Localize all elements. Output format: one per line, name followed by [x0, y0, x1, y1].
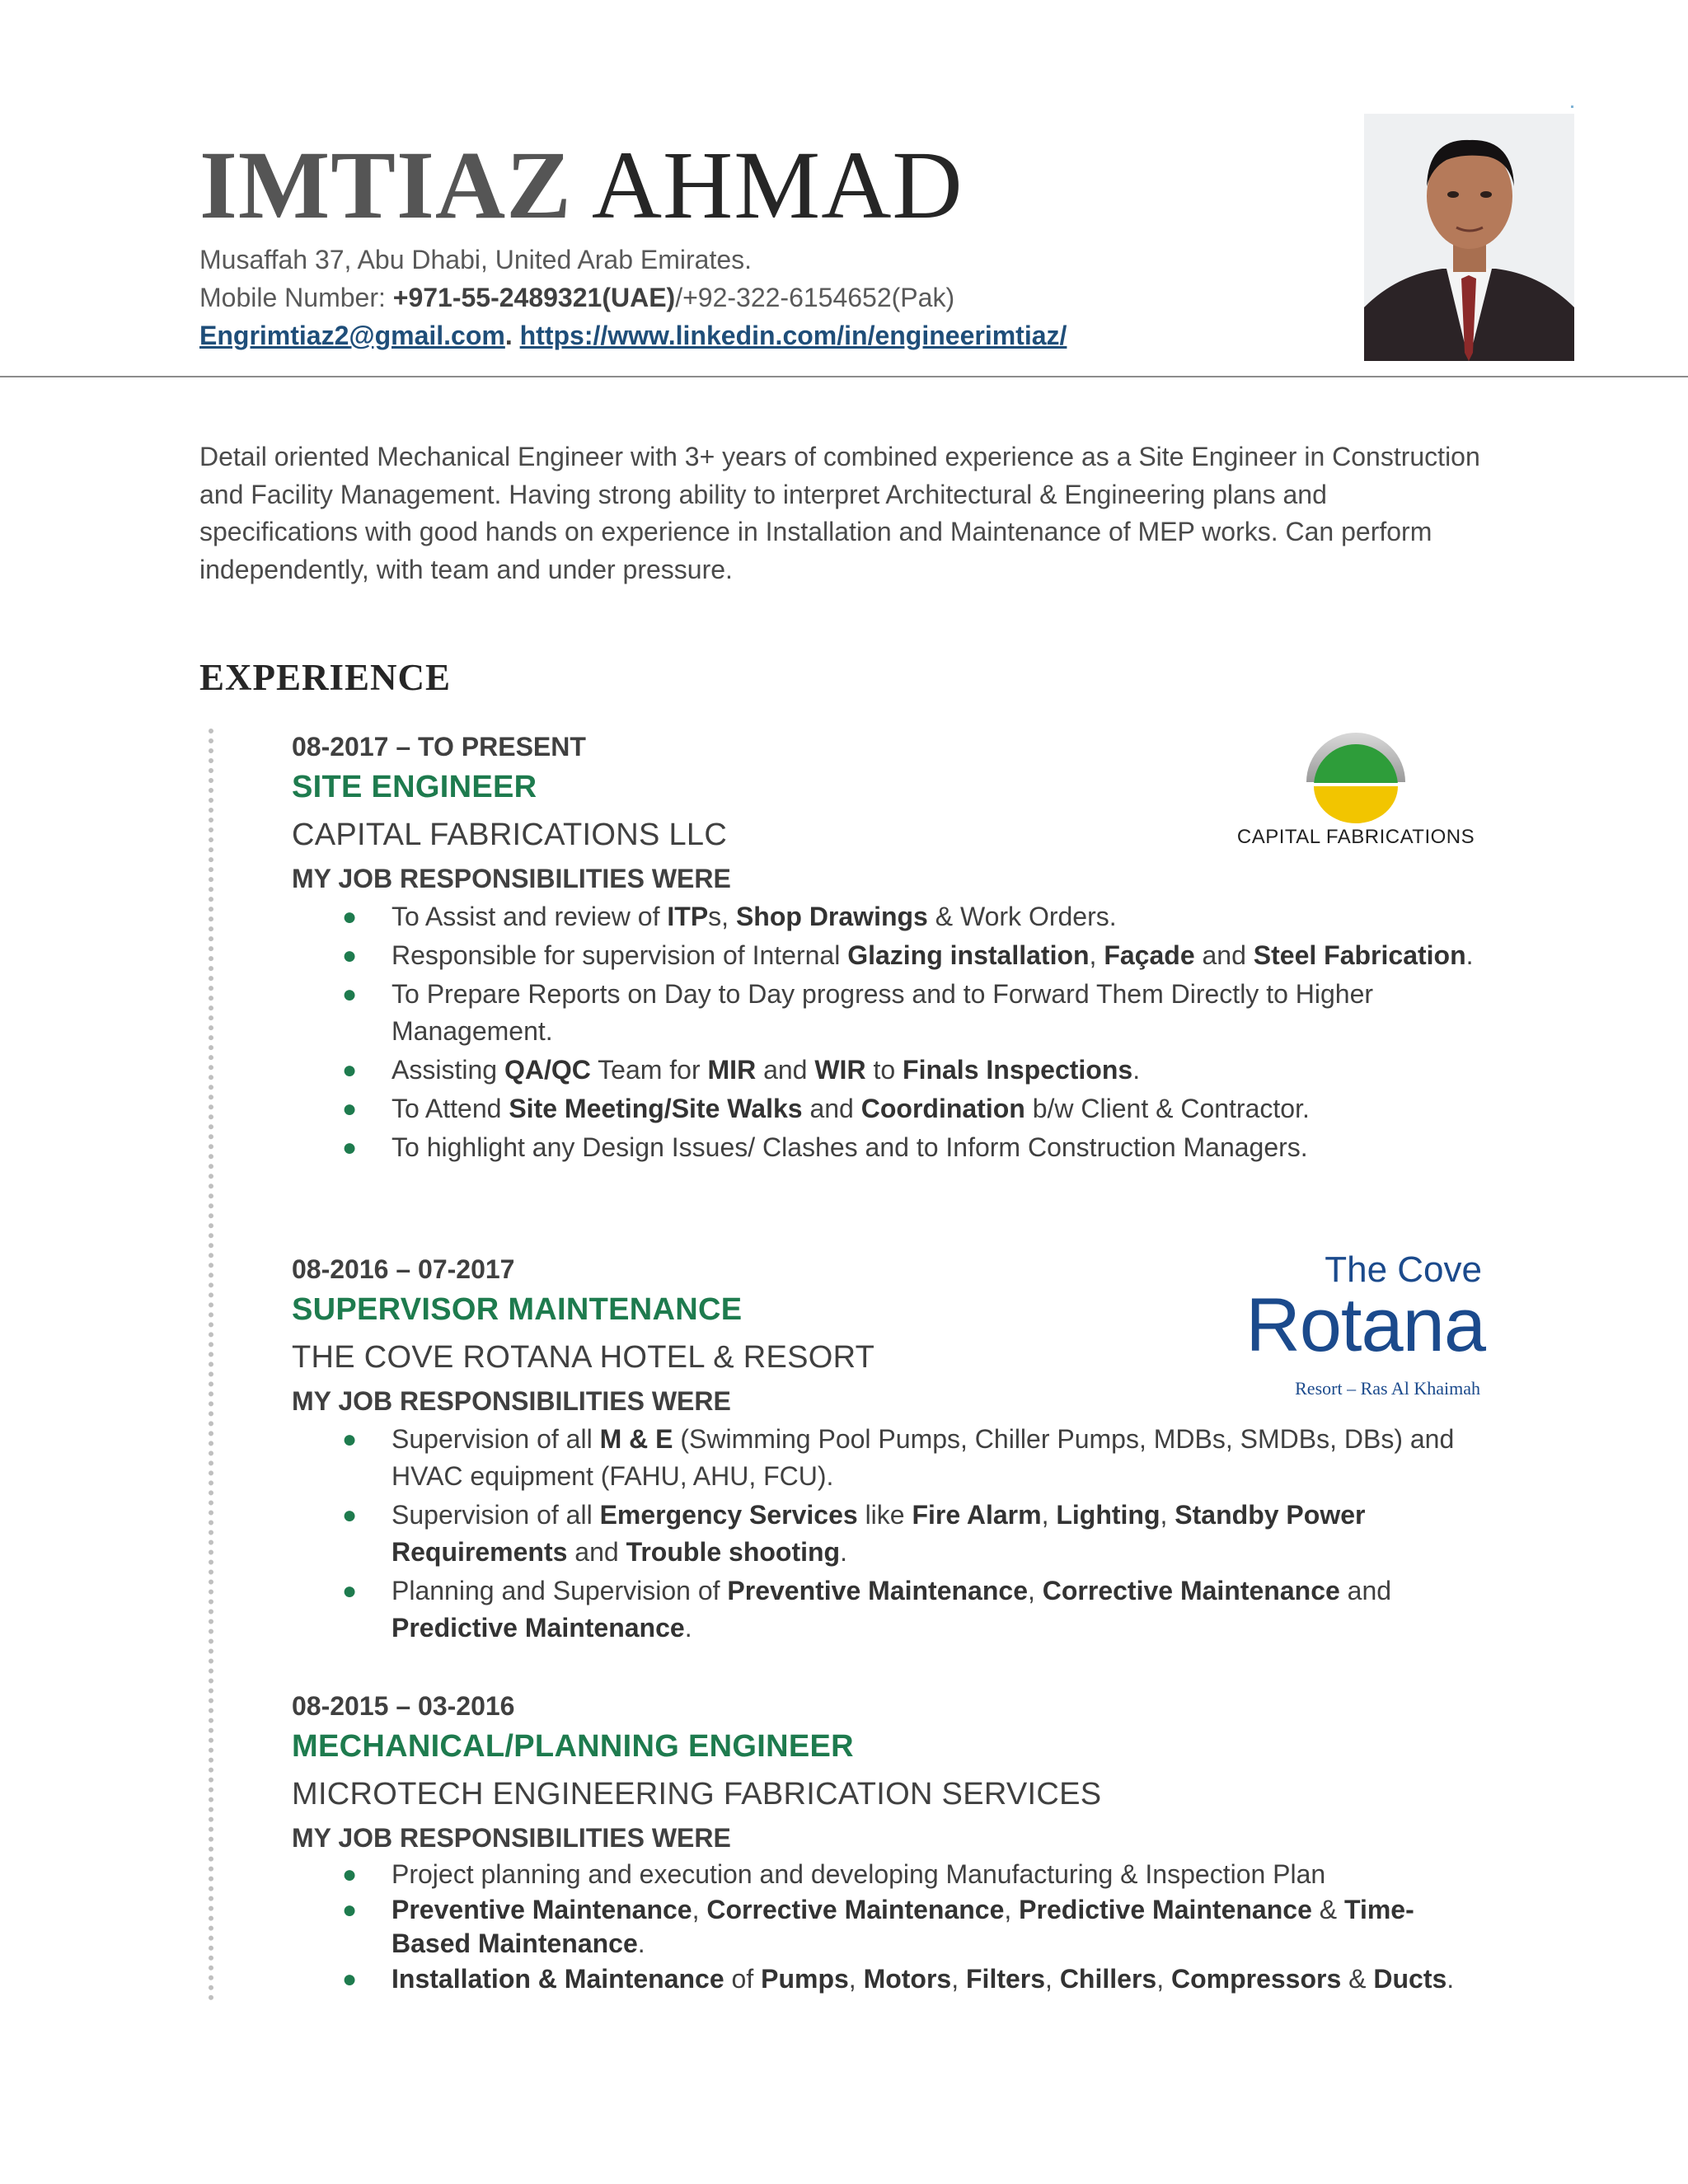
emphasis-text: Steel Fabrication — [1253, 940, 1466, 970]
emphasis-text: Fire Alarm — [912, 1500, 1042, 1530]
emphasis-text: QA/QC — [504, 1055, 591, 1085]
text: . — [637, 1929, 645, 1958]
responsibilities-label: MY JOB RESPONSIBILITIES WERE — [292, 864, 731, 893]
capital-fabrications-logo-text: CAPITAL FABRICATIONS — [1236, 826, 1475, 848]
responsibility-item — [342, 1497, 1487, 1571]
responsibility-list — [292, 898, 1487, 1166]
header-divider — [0, 376, 1688, 377]
responsibilities-label: MY JOB RESPONSIBILITIES WERE — [292, 1823, 731, 1853]
text: To Attend — [392, 1094, 509, 1123]
responsibility-list — [292, 1858, 1487, 1996]
responsibility-item — [342, 976, 1487, 1050]
emphasis-text: MIR — [707, 1055, 757, 1085]
text: to — [865, 1055, 903, 1085]
job-entry-3 — [292, 1688, 1487, 1998]
emphasis-text: Finals Inspections — [903, 1055, 1133, 1085]
text: Assisting — [392, 1055, 504, 1085]
experience-timeline — [209, 729, 213, 2001]
links-line — [199, 316, 1067, 354]
responsibility-item — [342, 1052, 1487, 1089]
address: Musaffah 37, Abu Dhabi, United Arab Emirates. — [199, 245, 753, 274]
text: like — [857, 1500, 912, 1530]
profile-photo — [1364, 114, 1574, 361]
emphasis-text: Preventive Maintenance — [727, 1576, 1028, 1605]
text: Project planning and execution and developing Manufacturing & Inspection Plan — [392, 1859, 1326, 1889]
emphasis-text: Preventive Maintenance — [392, 1895, 692, 1924]
text: . — [840, 1537, 847, 1567]
responsibility-item — [342, 1129, 1487, 1166]
responsibility-list — [292, 1421, 1487, 1647]
job-company: THE COVE ROTANA HOTEL & RESORT — [292, 1340, 875, 1375]
bullet-icon: ● — [342, 1134, 358, 1161]
text: and — [1339, 1576, 1392, 1605]
corner-dot — [1571, 105, 1573, 108]
emphasis-text: Standby Power Requirements — [392, 1500, 1366, 1567]
emphasis-text: M & E — [599, 1424, 673, 1454]
last-name: AHMAD — [591, 131, 964, 239]
text: To highlight any Design Issues/ Clashes and to Inform Construction Managers. — [392, 1132, 1308, 1162]
email-link[interactable]: Engrimtiaz2@gmail.com — [199, 321, 505, 350]
text: Responsible for supervision of Internal — [392, 940, 848, 970]
emphasis-text: Coordination — [860, 1094, 1025, 1123]
text: Planning and Supervision of — [392, 1576, 728, 1605]
mobile-line — [199, 279, 1067, 316]
job-date: 08-2017 – TO PRESENT — [292, 732, 586, 762]
text: , — [1156, 1964, 1171, 1994]
emphasis-text: Shop Drawings — [735, 902, 928, 931]
responsibility-item — [342, 937, 1487, 974]
text: , — [692, 1895, 707, 1924]
bullet-icon: ● — [342, 1095, 358, 1122]
text: , — [1004, 1895, 1020, 1924]
text: of — [724, 1964, 762, 1994]
text: , — [951, 1964, 966, 1994]
professional-summary: Detail oriented Mechanical Engineer with 3+ years of combined experience as a Site Engineer in Construction and Facility Management. Having strong ability to interpret Architectural & Engineering plans and specifications with good hands on experience in Installation and Maintenance of MEP works. Can perform independently, with team and under pressure. — [199, 442, 1480, 584]
bullet-icon: ● — [342, 1577, 358, 1605]
emphasis-text: Time-Based Maintenance — [392, 1895, 1414, 1958]
cove-logo-the-cove: The Cove — [1325, 1249, 1482, 1290]
text: & — [1311, 1895, 1344, 1924]
cove-logo-rotana: Rotana — [1245, 1283, 1485, 1367]
emphasis-text: Façade — [1104, 940, 1195, 970]
job-entry-2 — [292, 1251, 1487, 1648]
link-separator: . — [504, 321, 520, 350]
emphasis-text: Motors — [863, 1964, 952, 1994]
text: , — [1089, 940, 1104, 970]
responsibility-item — [342, 898, 1487, 935]
job-title: SUPERVISOR MAINTENANCE — [292, 1292, 743, 1327]
bullet-icon: ● — [342, 1861, 358, 1888]
text: , — [1041, 1500, 1057, 1530]
job-date: 08-2015 – 03-2016 — [292, 1691, 515, 1721]
emphasis-text: WIR — [814, 1055, 866, 1085]
text: Supervision of all — [392, 1424, 600, 1454]
job-company: CAPITAL FABRICATIONS LLC — [292, 818, 728, 852]
bullet-icon: ● — [342, 942, 358, 969]
emphasis-text: Installation & Maintenance — [392, 1964, 724, 1994]
emphasis-text: Predictive Maintenance — [392, 1613, 685, 1643]
first-name: IMTIAZ — [199, 131, 572, 239]
text: Supervision of all — [392, 1500, 600, 1530]
mobile-label: Mobile Number: — [199, 283, 393, 312]
emphasis-text: Site Meeting/Site Walks — [509, 1094, 803, 1123]
text: . — [684, 1613, 692, 1643]
emphasis-text: ITP — [667, 902, 709, 931]
text: s, — [708, 902, 736, 931]
responsibility-item — [342, 1858, 1487, 1891]
bullet-icon: ● — [342, 1502, 358, 1529]
bullet-icon: ● — [342, 903, 358, 930]
text: and — [567, 1537, 626, 1567]
emphasis-text: Corrective Maintenance — [1042, 1576, 1340, 1605]
bullet-icon: ● — [342, 1896, 358, 1924]
emphasis-text: Compressors — [1170, 1964, 1342, 1994]
emphasis-text: Filters — [966, 1964, 1046, 1994]
emphasis-text: Trouble shooting — [626, 1537, 841, 1567]
job-entry-1 — [292, 729, 1487, 1168]
mobile-uae: +971-55-2489321(UAE) — [392, 283, 676, 312]
responsibility-item — [342, 1572, 1487, 1647]
emphasis-text: Chillers — [1059, 1964, 1157, 1994]
text: & Work Orders. — [927, 902, 1117, 931]
text: b/w Client & Contractor. — [1025, 1094, 1310, 1123]
text: . — [1447, 1964, 1455, 1994]
responsibility-item — [342, 1421, 1487, 1495]
candidate-name — [199, 132, 964, 239]
text: and — [802, 1094, 861, 1123]
emphasis-text: Ducts — [1373, 1964, 1447, 1994]
text: . — [1465, 940, 1474, 970]
text: & — [1341, 1964, 1374, 1994]
text: . — [1132, 1055, 1141, 1085]
bullet-icon: ● — [342, 981, 358, 1008]
linkedin-link[interactable]: https://www.linkedin.com/in/engineerimtiaz/ — [519, 321, 1067, 350]
emphasis-text: Corrective Maintenance — [706, 1895, 1005, 1924]
bullet-icon: ● — [342, 1057, 358, 1084]
emphasis-text: Glazing installation — [847, 940, 1090, 970]
contact-block — [199, 241, 1067, 354]
text: Team for — [590, 1055, 708, 1085]
text: , — [848, 1964, 864, 1994]
bullet-icon: ● — [342, 1426, 358, 1453]
experience-heading: EXPERIENCE — [199, 657, 452, 698]
emphasis-text: Predictive Maintenance — [1019, 1895, 1312, 1924]
job-title: SITE ENGINEER — [292, 770, 537, 804]
emphasis-text: Lighting — [1056, 1500, 1160, 1530]
text: and — [1194, 940, 1254, 970]
text: (Swimming Pool Pumps, Chiller Pumps, MDBs, SMDBs, DBs) and HVAC equipment (FAHU, AHU, FCU). — [392, 1424, 1455, 1491]
job-title: MECHANICAL/PLANNING ENGINEER — [292, 1729, 854, 1764]
text: and — [756, 1055, 815, 1085]
job-company: MICROTECH ENGINEERING FABRICATION SERVICES — [292, 1777, 1102, 1811]
job-date: 08-2016 – 07-2017 — [292, 1254, 515, 1284]
mobile-pak: /+92-322-6154652(Pak) — [675, 283, 955, 312]
bullet-icon: ● — [342, 1966, 358, 1993]
emphasis-text: Pumps — [761, 1964, 849, 1994]
text: , — [1160, 1500, 1175, 1530]
emphasis-text: Emergency Services — [599, 1500, 858, 1530]
responsibility-item — [342, 1962, 1487, 1996]
responsibilities-label: MY JOB RESPONSIBILITIES WERE — [292, 1386, 731, 1416]
responsibility-item — [342, 1893, 1487, 1961]
text: , — [1027, 1576, 1043, 1605]
person-portrait-icon — [1364, 114, 1574, 361]
text: To Assist and review of — [392, 902, 668, 931]
cove-logo-subtitle: Resort – Ras Al Khaimah — [1295, 1378, 1480, 1399]
responsibility-item — [342, 1090, 1487, 1127]
text: , — [1045, 1964, 1060, 1994]
text: To Prepare Reports on Day to Day progress and to Forward Them Directly to Higher Management. — [392, 979, 1374, 1046]
